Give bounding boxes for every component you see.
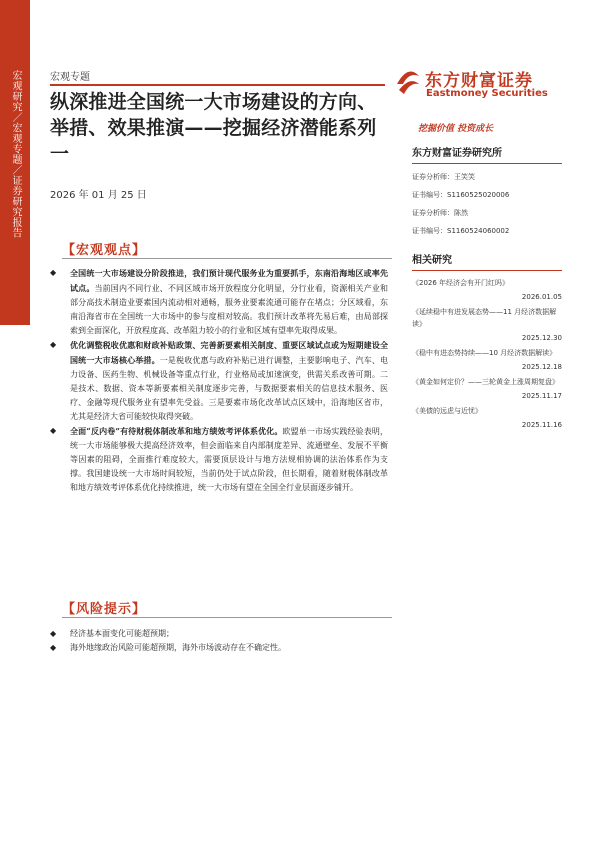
diamond-bullet-icon: ◆ bbox=[50, 629, 57, 638]
view-bullet-lead: 全国统一大市场建设分阶段推进，我们预计现代服务业为重要抓手，东南沿海地区或率先试点。 bbox=[70, 268, 388, 293]
views-divider bbox=[62, 258, 392, 259]
report-category: 宏观专题 bbox=[50, 72, 90, 83]
views-list bbox=[48, 266, 388, 495]
related-item-title[interactable]: 《2026 年经济会有开门红吗》 bbox=[412, 279, 510, 287]
diamond-bullet-icon: ◆ bbox=[50, 426, 57, 435]
risk-bullet-text: 经济基本面变化可能超预期； bbox=[70, 629, 174, 638]
risks-list bbox=[48, 627, 388, 655]
category-divider bbox=[50, 84, 385, 86]
related-item-date: 2026.01.05 bbox=[521, 293, 562, 301]
view-bullet bbox=[48, 338, 388, 424]
diamond-bullet-icon: ◆ bbox=[50, 268, 57, 277]
risks-divider bbox=[62, 617, 392, 618]
side-bar bbox=[0, 0, 30, 841]
analyst-2: 证券分析师：陈然 bbox=[412, 209, 468, 217]
view-bullet bbox=[48, 266, 388, 338]
related-divider bbox=[412, 270, 562, 271]
analyst-1: 证券分析师：王笑笑 bbox=[412, 173, 475, 181]
cert-2: 证书编号：S1160524060002 bbox=[412, 227, 510, 235]
related-heading: 相关研究 bbox=[412, 255, 452, 266]
brand-logo-icon bbox=[395, 68, 421, 98]
view-bullet bbox=[48, 424, 388, 495]
diamond-bullet-icon: ◆ bbox=[50, 643, 57, 652]
brand-name-cn: 东方财富证券 bbox=[425, 71, 533, 91]
related-item-date: 2025.12.18 bbox=[521, 363, 562, 371]
diamond-bullet-icon: ◆ bbox=[50, 340, 57, 349]
related-item-date: 2025.12.30 bbox=[521, 334, 562, 342]
report-type-label: 宏观研究／宏观专题／证券研究报告 bbox=[10, 70, 21, 238]
view-bullet-text: 当前国内不同行业、不同区域市场开放程度分化明显，分行业看，资源相关产业和部分高技术制造业要素国内流动相对通畅，服务业要素流通可能存在堵点；分区域看，东南沿海省市在全国统一大市场中的参与度相对较高。我们预计改革将先易后难，由局部探索到全面深化，开放程度高、改革阻力较小的行业和区域有望率先取得成果。 bbox=[70, 284, 389, 335]
view-bullet-lead: 全面“反内卷”有待财税体制改革和地方绩效考评体系优化。 bbox=[70, 426, 283, 436]
related-item-date: 2025.11.16 bbox=[521, 421, 562, 429]
related-research-panel bbox=[412, 251, 562, 434]
brand-name-en: Eastmoney Securities bbox=[426, 88, 548, 99]
view-bullet-text: 一是税收优惠与政府补贴已进行调整，主要影响电子、汽车、电力设备、医药生物、机械设备等重点行业，行业格局或加速演变，供需关系改善可期。二是技术、数据、资本等新要素相关制度逐步完善，与数据要素相关的信息技术服务、医疗、金融等现代服务业有望率先受益。三是要素市场化改革试点区域中，沿海地区省市，尤其是经济大省可能较快取得突破。 bbox=[70, 356, 389, 421]
views-heading: 【宏观观点】 bbox=[62, 243, 147, 258]
risks-heading: 【风险提示】 bbox=[62, 602, 147, 617]
risk-bullet bbox=[48, 627, 388, 641]
brand-slogan: 挖掘价值 投资成长 bbox=[418, 124, 494, 134]
related-item-title[interactable]: 《美债的远虑与近忧》 bbox=[412, 407, 482, 415]
institute-heading: 东方财富证券研究所 bbox=[412, 148, 502, 159]
report-date: 2026 年 01 月 25 日 bbox=[50, 190, 147, 201]
institute-panel bbox=[412, 144, 562, 238]
view-bullet-lead: 优化调整税收优惠和财政补贴政策、完善新要素相关制度、重要区域试点或为短期建设全国统一大市场核心举措。 bbox=[70, 340, 388, 365]
related-item-title[interactable]: 《稳中有进态势持续——10 月经济数据解读》 bbox=[412, 349, 557, 357]
related-item-date: 2025.11.17 bbox=[521, 392, 562, 400]
institute-divider bbox=[412, 163, 562, 164]
related-item-title[interactable]: 《黄金如何定价？——三轮黄金上涨周期复盘》 bbox=[412, 378, 559, 386]
brand-logo bbox=[395, 66, 570, 106]
report-title: 纵深推进全国统一大市场建设的方向、举措、效果推演——挖掘经济潜能系列一 bbox=[50, 91, 377, 165]
view-bullet-text: 欧盟单一市场实践经验表明，统一大市场能够极大提高经济效率，但会面临来自内部制度差异、流通壁垒、发展不平衡等因素的阻碍，全面推行难度较大，需要顶层设计与地方法规相协调的法治体系作为支撑。我国建设统一大市场时间较短，当前仍处于试点阶段，但长期看，随着财税体制改革和地方绩效考评体系优化持续推进，统一大市场有望在全国全行业层面逐步铺开。 bbox=[70, 427, 389, 492]
cert-1: 证书编号：S1160525020006 bbox=[412, 191, 510, 199]
risk-bullet-text: 海外地缘政治风险可能超预期，海外市场波动存在不确定性。 bbox=[70, 643, 286, 652]
related-item-title[interactable]: 《延续稳中有进发展态势——11 月经济数据解读》 bbox=[412, 308, 557, 328]
risk-bullet bbox=[48, 641, 388, 655]
